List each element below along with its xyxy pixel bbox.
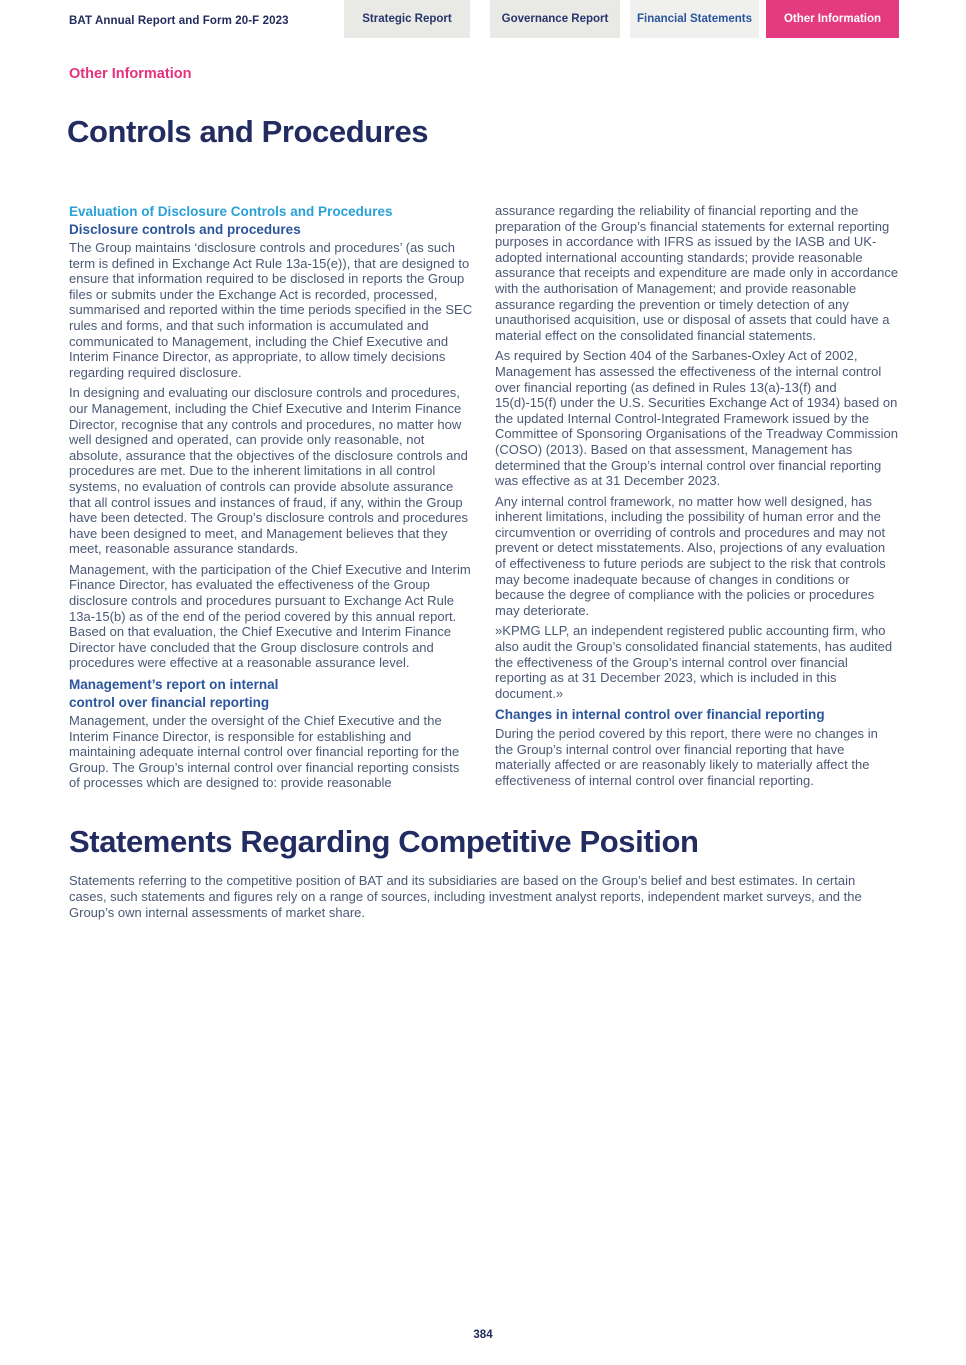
heading-evaluation-disclosure-controls: Evaluation of Disclosure Controls and Procedures [69,204,393,219]
page-number: 384 [473,1329,493,1341]
right-column [495,203,899,796]
tab-strategic-report[interactable]: Strategic Report [344,0,470,38]
tab-other-information-active[interactable]: Other Information [766,0,899,38]
paragraph: »KPMG LLP, an independent registered public accounting firm, who also audit the Group’s consolidated financial statements, has audited the effectiveness of the Group’s internal control over financial reporting as at 31 December 2023, which is included in this document.» [495,623,893,701]
page-title: Controls and Procedures [67,113,429,149]
paragraph: Management, under the oversight of the Chief Executive and the Interim Finance Director, is responsible for establishing and maintaining adequate internal control over financial reporting for the Group. The Group’s internal control over financial reporting consists of processes which are designed to: provide reasonable [69,713,460,791]
paragraph: The Group maintains ‘disclosure controls and procedures’ (as such term is defined in Exchange Act Rule 13a-15(e)), that are designed to ensure that information required to be disclosed in reports the Group files or submits under the Exchange Act is recorded, processed, summarised and reported within the time periods specified in the SEC rules and forms, and that such information is accumulated and communicated to Management, including the Chief Executive and Interim Finance Director, as appropriate, to allow timely decisions regarding required disclosure. [69,240,473,380]
subheading-line: control over financial reporting [69,694,270,710]
paragraph: As required by Section 404 of the Sarbanes-Oxley Act of 2002, Management has assessed the effectiveness of the internal control over financial reporting (as defined in Rules 13(a)-13(f) and 15(d)-15(f) under the U.S. Securities Exchange Act of 1934) based on the updated Internal Control-Integrated Framework issued by the Committee of Sponsoring Organisations of the Treadway Commission (COSO) (2013). Based on that assessment, Management has determined that the Group’s internal control over financial reporting was effective as at 31 December 2023. [495,348,899,489]
subheading-disclosure-controls: Disclosure controls and procedures [69,221,301,237]
competitive-position-section [69,824,871,921]
tab-governance-report[interactable]: Governance Report [490,0,620,38]
subheading-changes-internal-control: Changes in internal control over financial reporting [495,707,825,723]
report-brand: BAT Annual Report and Form 20-F 2023 [69,15,289,27]
paragraph: assurance regarding the reliability of financial reporting and the preparation of the Group’s financial statements for external reporting purposes in accordance with IFRS as issued by the IASB and UK-adopted international accounting standards; provide reasonable assurance that receipts and expenditure are made only in accordance with the authorisation of Management; and provide reasonable assurance regarding the prevention or timely detection of any unauthorised acquisition, use or disposal of assets that could have a material effect on the consolidated financial statements. [495,203,899,343]
paragraph: Management, with the participation of the Chief Executive and Interim Finance Director, has evaluated the effectiveness of the Group disclosure controls and procedures pursuant to Exchange Act Rule 13a-15(b) as of the end of the period covered by this annual report. Based on that evaluation, the Chief Executive and Interim Finance Director have concluded that the Group disclosure controls and procedures were effective at a reasonable assurance level. [69,561,471,671]
tab-financial-statements[interactable]: Financial Statements [630,0,759,38]
two-column-body [69,203,899,796]
left-column [69,203,473,796]
paragraph: Any internal control framework, no matter how well designed, has inherent limitations, including the possibility of human error and the circumvention or overriding of controls and procedures and may not prevent or detect misstatements. Also, projections of any evaluation of effectiveness to future periods are subject to the risk that controls may become inadequate because of changes in conditions or because the degree of compliance with the policies or procedures may deteriorate. [495,493,886,618]
paragraph: During the period covered by this report, there were no changes in the Group’s internal control over financial reporting that have materially affected or are reasonably likely to materially affect the effectiveness of internal control over financial reporting. [495,725,878,788]
competitive-position-title: Statements Regarding Competitive Position [69,824,699,859]
section-label: Other Information [69,66,192,82]
paragraph: In designing and evaluating our disclosure controls and procedures, our Management, including the Chief Executive and Interim Finance Director, recognise that any controls and procedures, no matter how well designed and operated, can provide only reasonable, not absolute, assurance that the objectives of the disclosure controls and procedures are met. Due to the inherent limitations in all control systems, no evaluation of controls can provide absolute assurance that all control issues and instances of fraud, if any, within the Group have been detected. The Group’s disclosure controls and procedures have been designed to meet, and Management believes that they meet, reasonable assurance standards. [69,385,469,557]
subheading-managements-report [69,676,473,711]
subheading-line: Management’s report on internal [69,677,279,693]
competitive-position-body: Statements referring to the competitive position of BAT and its subsidiaries are based on the Group’s belief and best estimates. In certain cases, such statements and figures rely on a range of sources, including investment analyst reports, independent market surveys, and the Group’s own internal assessments of market share. [69,873,862,920]
